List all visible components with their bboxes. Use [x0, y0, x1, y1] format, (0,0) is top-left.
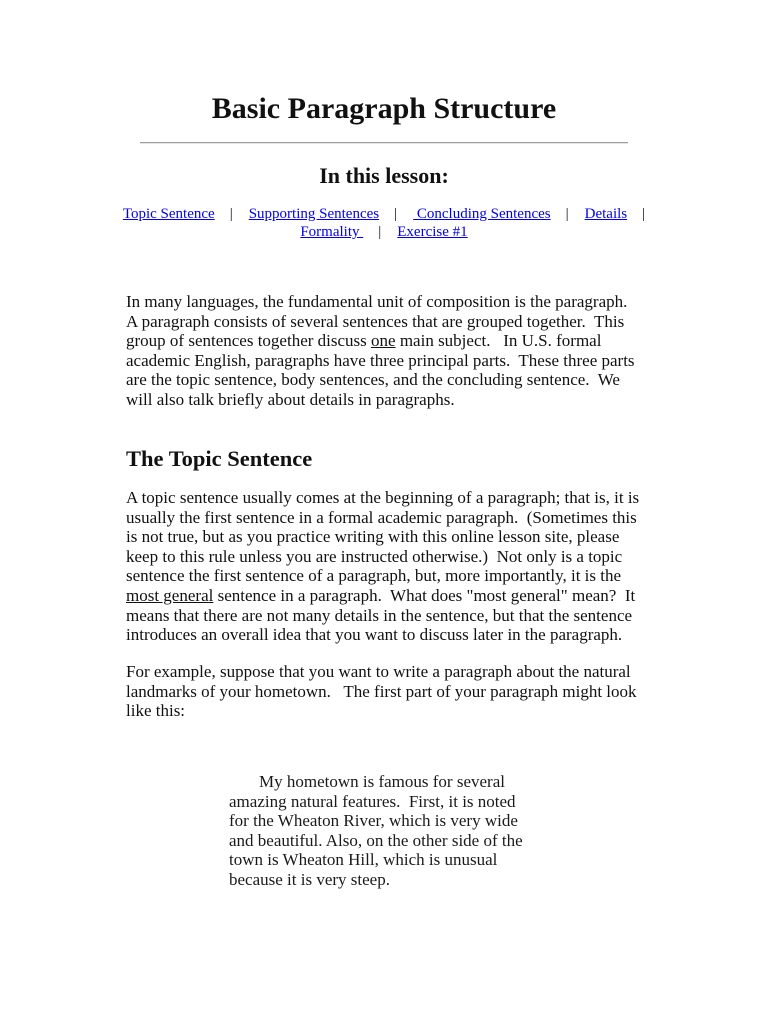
paragraph-line: for the Wheaton River, which is very wide — [229, 811, 518, 831]
paragraph-line: will also talk briefly about details in paragraphs. — [126, 389, 455, 409]
paragraph-line: A paragraph consists of several sentences that are grouped together. This — [126, 311, 625, 331]
topic-sentence-paragraph — [126, 488, 639, 645]
paragraph-line: In many languages, the fundamental unit of composition is the paragraph. — [126, 292, 628, 311]
paragraph-line — [126, 331, 635, 351]
lesson-nav-row — [0, 205, 768, 223]
lesson-nav-heading: In this lesson: — [319, 163, 449, 188]
paragraph-line: A topic sentence usually comes at the beginning of a paragraph; that is, it is — [126, 488, 640, 507]
nav-link-concluding-sentences[interactable]: Concluding Sentences — [413, 206, 551, 222]
nav-link-supporting-sentences[interactable]: Supporting Sentences — [248, 206, 380, 222]
underlined-word: one — [371, 331, 396, 351]
nav-link-details[interactable]: Details — [584, 206, 628, 222]
paragraph-line: amazing natural features. First, it is noted — [229, 791, 516, 811]
paragraph-line: landmarks of your hometown. The first part of your paragraph might look — [126, 681, 637, 701]
paragraph-line: keep to this rule unless you are instructed otherwise.) Not only is a topic — [126, 546, 623, 566]
nav-separator: | — [565, 206, 569, 222]
line-text: main subject. In U.S. formal — [395, 331, 602, 351]
paragraph-line: sentence the first sentence of a paragraph, but, more importantly, it is the — [126, 566, 622, 586]
paragraph-line: My hometown is famous for several — [259, 772, 505, 791]
example-intro-paragraph — [126, 662, 637, 721]
nav-separator: | — [642, 206, 646, 222]
title-divider — [140, 142, 628, 144]
paragraph-line: and beautiful. Also, on the other side of the — [229, 830, 523, 850]
paragraph-line: because it is very steep. — [229, 869, 390, 889]
paragraph-line: is not true, but as you practice writing with this online lesson site, please — [126, 527, 620, 547]
paragraph-line: usually the first sentence in a formal academic paragraph. (Sometimes this — [126, 507, 637, 527]
section-heading-topic-sentence: The Topic Sentence — [126, 446, 313, 471]
page-title: Basic Paragraph Structure — [211, 92, 557, 125]
paragraph-line: introduces an overall idea that you want to discuss later in the paragraph. — [126, 625, 623, 645]
paragraph-line: town is Wheaton Hill, which is unusual — [229, 850, 498, 870]
nav-separator: | — [378, 224, 382, 240]
paragraph-line: For example, suppose that you want to write a paragraph about the natural — [126, 662, 631, 681]
paragraph-line: like this: — [126, 701, 186, 721]
paragraph-line — [126, 586, 639, 606]
intro-paragraph — [126, 292, 635, 410]
line-text: group of sentences together discuss — [126, 331, 372, 351]
example-paragraph — [229, 772, 523, 890]
nav-link-exercise-1[interactable]: Exercise #1 — [397, 224, 468, 240]
line-text: sentence in a paragraph. What does "most general" mean? It — [213, 585, 636, 605]
nav-separator: | — [394, 206, 398, 222]
nav-link-formality[interactable]: Formality — [300, 224, 364, 240]
lesson-nav-row — [0, 223, 768, 241]
nav-link-topic-sentence[interactable]: Topic Sentence — [122, 206, 215, 222]
paragraph-line: academic English, paragraphs have three principal parts. These three parts — [126, 350, 635, 370]
nav-separator: | — [229, 206, 233, 222]
paragraph-line: means that there are not many details in the sentence, but that the sentence — [126, 605, 633, 625]
underlined-word: most general — [126, 585, 214, 605]
paragraph-line: are the topic sentence, body sentences, and the concluding sentence. We — [126, 370, 620, 390]
